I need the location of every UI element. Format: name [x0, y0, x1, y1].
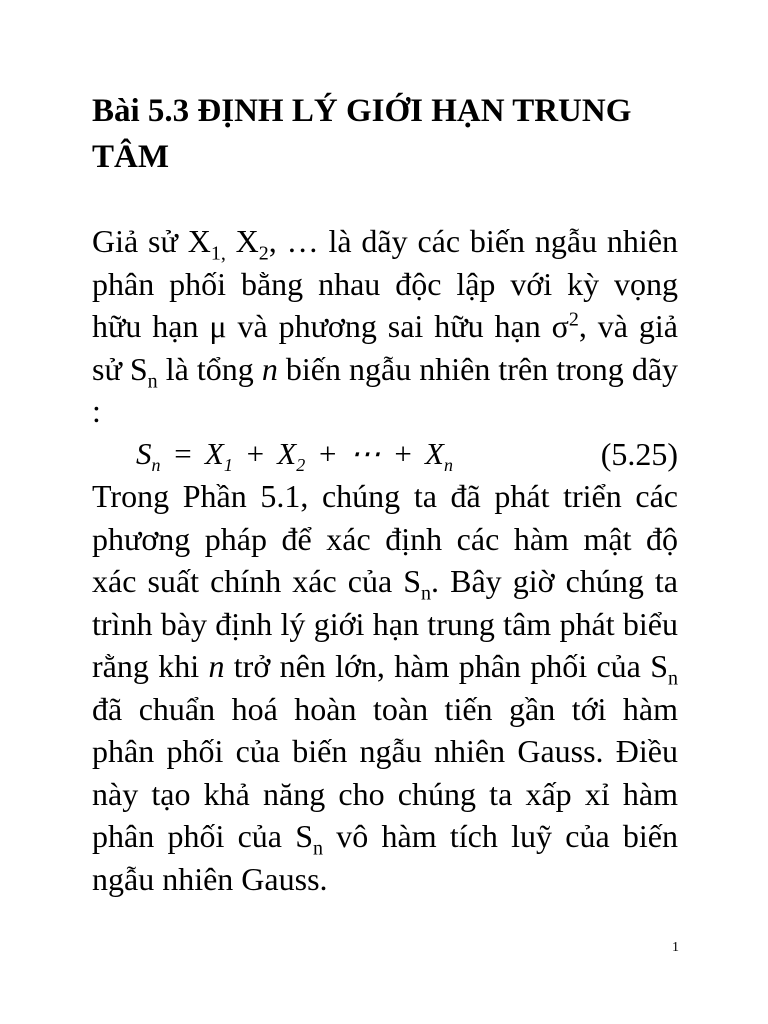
superscript: 2: [568, 308, 579, 331]
text: , … là dãy các biến ngẫu nhiên phân phối bằng nhau độc lập với kỳ vọng hữu hạn μ và phương sai hữu hạn σ: [92, 223, 679, 344]
text: là tổng: [157, 350, 262, 387]
document-page: [92, 88, 678, 900]
page-number: 1: [672, 940, 679, 955]
text: Trong Phần 5.1, chúng ta đã phát triển các phương pháp để xác định các hàm mật độ xác suất chính xác của S: [92, 478, 678, 599]
formula-subscript: 2: [296, 454, 306, 475]
text: . Bây giờ chúng ta trình bày định lý giới hạn trung tâm phát biểu rằng khi: [92, 563, 679, 684]
subscript: n: [313, 837, 324, 860]
text: Giả sử X: [92, 223, 211, 259]
section-heading: Bài 5.3 ĐỊNH LÝ GIỚI HẠN TRUNG TÂM: [92, 93, 632, 175]
subscript: 2: [258, 242, 269, 265]
paragraph-theorem: [92, 475, 678, 900]
subscript: n: [421, 582, 432, 605]
text: vô hàm tích luỹ của biến ngẫu nhiên Gauss.: [92, 818, 679, 897]
subscript: n: [668, 667, 679, 690]
variable-n: n: [261, 350, 278, 387]
formula-subscript: n: [151, 454, 161, 475]
equation-formula: [136, 433, 453, 487]
paragraph-intro: [92, 220, 678, 433]
text: trở nên lớn, hàm phân phối của S: [224, 648, 669, 684]
formula-symbol: S: [136, 435, 152, 471]
variable-n: n: [208, 648, 225, 684]
text: biến ngẫu nhiên trên trong dãy :: [92, 350, 679, 429]
text: X: [225, 223, 259, 259]
formula-subscript: 1: [223, 454, 233, 475]
formula-symbol: + X: [232, 435, 297, 471]
equation-5-25: [92, 433, 678, 476]
subscript: n: [147, 369, 158, 392]
formula-symbol: = X: [160, 435, 224, 471]
formula-symbol: + ⋯ + X: [305, 435, 444, 471]
text: đã chuẩn hoá hoàn toàn tiến gần tới hàm phân phối của biến ngẫu nhiên Gauss. Điều này tạo khả năng cho chúng ta xấp xỉ hàm phân phối của S: [92, 690, 678, 854]
equation-number: (5.25): [600, 435, 678, 472]
formula-subscript: n: [444, 454, 453, 475]
subscript: 1,: [210, 242, 226, 265]
text: , và giả sử S: [92, 308, 679, 387]
